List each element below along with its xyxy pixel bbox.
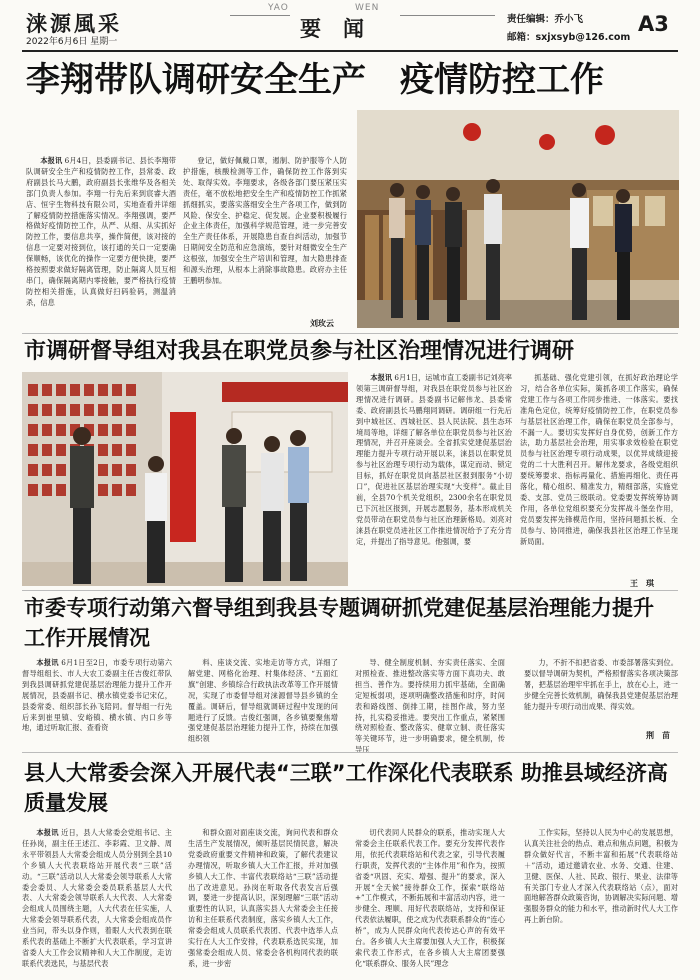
article2-column-1 [356,373,512,588]
paper-name: 涞源風采 [26,11,122,36]
masthead-rule-left [230,15,290,16]
article4-text-4: 工作实际，坚持以人民为中心的发展思想，认真关注社会的热点、难点和焦点问题，积极为群众做好代言，不断丰富和拓展“代表联络站＋”活动，通过邀请农业、水务、交通、住建、卫健、医保、人社、民政、银行、果业、法律等有关部门专业人才深入代表联络站（点），面对面地解答群众政策咨询，协调解决实际问题、增强服务群众的能力和水平，推动新时代人大工作再上新台阶。 [524,828,678,925]
article3-text-1: 6月1日至2日，市委专项行动第六督导组组长、市人大农工委副主任吉俊红带队到我县调研抓党建促基层治理能力提升工作开展情况，县委副书记、横水镇党委书记宋亿，县委常委、组织部长孙飞陪同。督导组一行先后来到崔里镇、安峪镇、横水镇、内口乡等地，通过听取汇报、查看资 [22,658,172,733]
article4-headline: 县人大常委会深入开展代表“三联”工作深化代表联系 助推县域经济高质量发展 [24,761,668,815]
group-inspection-hall-photo [357,110,679,328]
article3-text-3: 导、健全制度机制、夯实责任落实、全面对照检查、推进整改落实等方面下真功夫、敢担当、善作为。要持续用力抓牢基础，全面确定短板弱项，逐项明确整改措施和时序，时间表和路线图、倒排工期，挂图作战，努力坚持，扎实稳妥推进。要突出工作重点，紧紧围绕对照检查、整改落实、健章立制、责任落实等关键环节，进一步明确要求，健全机制，传导压 [355,658,505,755]
article3-text-4: 力，不折不扣把省委、市委部署落实到位。要以督导调研为契机，严格照督落实各项决策部署，把基层治理牢牢抓在手上，放在心上，进一步健全完善长效机制，确保我县党建促基层治理能力提升专项行动出成果、得实效。 [524,658,678,711]
section-pinyin-left: YAO [268,3,289,13]
article1-column-1 [26,156,176,328]
article4-column-4 [524,828,678,976]
article3-byline: 荆 苗 [646,731,670,740]
article3-headline: 市委专项行动第六督导组到我县专题调研抓党建促基层治理能力提升工作开展情况 [24,596,654,650]
article2-text-1: 6月1日，运城市直工委副书记刘亮率领第三调研督导组，对我县在职党员参与社区治理情况进行调研。县委副书记解伟龙、县委常委、政府副县长马鹏翔同调研。调研组一行先后到中城社区、西城社区、县人民法院、县生态环境局等地，详细了解各单位在职党员参与社区治理情况，并召开座谈会。全省抓实党建促基层治理能力提升专项行动开展以来，涞县以在职党员参与社区治理专项行动为载体，谋定而动、锁定目标，抓好在职党员向基层社区报到服务“小切口”，促进社区基层治理实现“大变样”。截止目前，全县70个机关党组织，2300余名在职党员已下沉社区报到，开展志愿服务，基本形成机关党员带动在职党员参与社区治理新格局。刘亮对涞县在职党员进社区工作推进情况给予了充分肯定，并提出了指导意见。他强调，要 [356,373,512,546]
article2-divider [22,590,678,591]
article1-lead-tag: 本报讯 [40,156,63,165]
article3-divider [22,752,678,753]
article1-byline: 刘玫云 [310,319,334,328]
article3-column-2 [188,658,338,744]
article1-column-2 [183,156,347,316]
article4-lead-tag: 本报讯 [36,828,59,837]
article2-headline: 市调研督导组对我县在职党员参与社区治理情况进行调研 [24,339,575,364]
masthead [0,0,700,50]
editor-email: 邮箱：sxjxsyb@126.com [507,32,631,43]
masthead-rule-right [400,15,495,16]
article2-byline: 王 琪 [630,579,654,588]
article4-text-3: 切代表同人民群众的联系，推动实现人大常委会主任联系代表工作。要充分发挥代表作用，依托代表联络站和代表之家，引导代表履行职责，发挥代表的“主体作用”和作为，按照省委“巩固、充实、增强、提升”的要求，深入开展“全天候”接待群众工作，探索“联络站+”工作模式，不断拓展和丰富活动内容，进一步健全、理顺、用好代表联络站，支持和保证代表依法履职，使之成为代表联系群众的“连心桥”，成为人民群众向代表传达心声的有效平台。各乡镇人大主席要加强人大工作，积极探索代表工作形式，在各乡镇人大主席团要强化“联系群众、服务人民”理念 [355,828,505,968]
article4-column-2 [188,828,338,976]
article1-divider [22,333,678,334]
article2-text-2: 抓基础、强化党建引领，在抓好政治理论学习，结合各单位实际，策抓各项工作落实，确保党建工作与各项工作同步推进、一体落实。要找准角色定位，统筹好疫情防控工作，在职党员参与基层社区治理工作，确保在职党员全部参与，不漏一人。要切实发挥好自身优势，创新工作方法，助力基层社会治理，用实事求效检验在职党员参与社区治理专项行动成果，以优异成绩迎接党的二十大胜利召开。解伟龙要求，各级党组织要统筹要求、指标再量化、措施再细化、责任再落化，精心组织、精准发力，精细部落，实施党委、支部、党员三级联动。党委要发挥统筹协调作用，各单位党组织要充分发挥战斗堡垒作用，党员要发挥先锋模范作用，坚持问题抓长板、全员参与、协同推进，确保我县社区治理工作呈现新局面。 [520,373,678,546]
article1-text-2: 登记，做好佩戴口罩，遏制、防护服等个人防护措施，核酸检测等工作，确保防控工作落到实处、取得实效。李翔要求，各级各部门要压紧压实责任，毫不放松地把安全生产和疫情防控工作抓紧抓细抓实，要落实落细安全生产各项工作，做到防风险、保安全、护稳定、促发展。企业要积极履行企业主体责任，加强科学规范管理，进一步完善安全生产责任体系，开展隐患自查自纠活动，加强节日期间安全防范和应急演练，要针对细微安全生产这根弦，加强安全生产培训和管理，加大隐患排查和源头治理，从根本上消除事故隐患。政府办主任王鹏明参加。 [183,156,347,285]
issue-date: 2022年6月6日 星期一 [26,37,118,47]
page-number: A3 [638,12,669,36]
article3-column-1 [22,658,172,744]
article3-lead-tag: 本报讯 [36,658,59,667]
section-name: 要闻 [300,16,386,41]
article4-text-1: 近日，县人大常委会党组书记、主任孙岗，副主任王述江、李彩霞、卫文静、周永平带领县人大常委会组成人员分别到全县10个乡镇人大代表联络站开展代表“三联”活动。“三联”活动以人大常委会领导联系人大常委会委员、人大常委会委员联系基层人大代表、人大常委会领导联系人大代表、人大常委会组成人员围绕主题，人大代表在任实施，人大常委会领导联系代表，人大常委会组成员作业当问，带头以身作则，着眼人大代表到在联系代表的基础上不断扩大代表联系，学习宣讲省委人大工作会议精神和人大工作制度，走访联系代表选民，与基层代表 [22,828,172,968]
article4-column-3 [355,828,505,976]
editor-credit: 责任编辑：乔小飞 [507,14,584,25]
section-pinyin-right: WEN [355,3,380,13]
article1-headline: 李翔带队调研安全生产 疫情防控工作 [26,60,604,100]
article2-lead-tag: 本报讯 [370,373,393,382]
party-activity-room-photo [22,372,348,586]
article4-text-2: 和群众面对面座谈交流，询问代表和群众生活生产发展情况，倾听基层民情民意，解决党委政府重要文件精神和政策，了解代表建议办理情况，听取乡镇人大工作汇报，并对加强乡镇人大工作、丰富代表联络站“三联”活动提出了改进意见。孙岗在听取各代表发言后强调，要进一步提高认识，深刻理解“三联”活动重要性的认识，认真落实县人大常委会主任接访和主任联系代表制度，落实乡镇人大工作，常委会组成人员联系代表团、代表中选举人点实行在人大工作安排，代表联系选民实现，加强常委会组成人员、常委会各机构同代表的联系，进一步密 [188,828,338,968]
article2-column-2 [520,373,678,573]
article3-column-4 [524,658,678,722]
article1-text-1: 6月4日，县委副书记、县长李翔带队调研安全生产和疫情防控工作，县常委、政府副县长马大鹏，政府副县长张维华及各相关部门负责人参加。李翔一行先后来到宸睿大酒店、恒宇生物科技有限公司，实地查看并详细了解疫情防控措施落实情况。李翔强调，要严格做好疫情防控工作，从严、从细、从实抓好防控工作，要信息共享，操作简便，该对接的信息一定要对接到位，该打通的关口一定要确保顺畅，该优化的操作一定要方便快捷，要严格按照要求做好隔离管理，防止隔离人员互相串门，确保隔离期内零接触，要严格执行疫情防控相关措施，认真做好扫码验码，测温消杀，信息 [26,156,176,307]
article4-column-1 [22,828,172,976]
masthead-divider [22,50,678,52]
article3-text-2: 料、座谈交流、实地走访等方式，详细了解党建、网格化治理、村集体经济、“五面红旗”创建、乡镇综合行政执法改革等工作开展情况，实现了市委督导组对涞源督导县乡镇的全覆盖。调研后，督导组就调研过程中发现的问题进行了反馈。吉俊红强调，各乡镇要聚焦增强党建促基层治理能力提升工作，持续在加强组织领 [188,658,338,744]
article3-column-3 [355,658,505,755]
